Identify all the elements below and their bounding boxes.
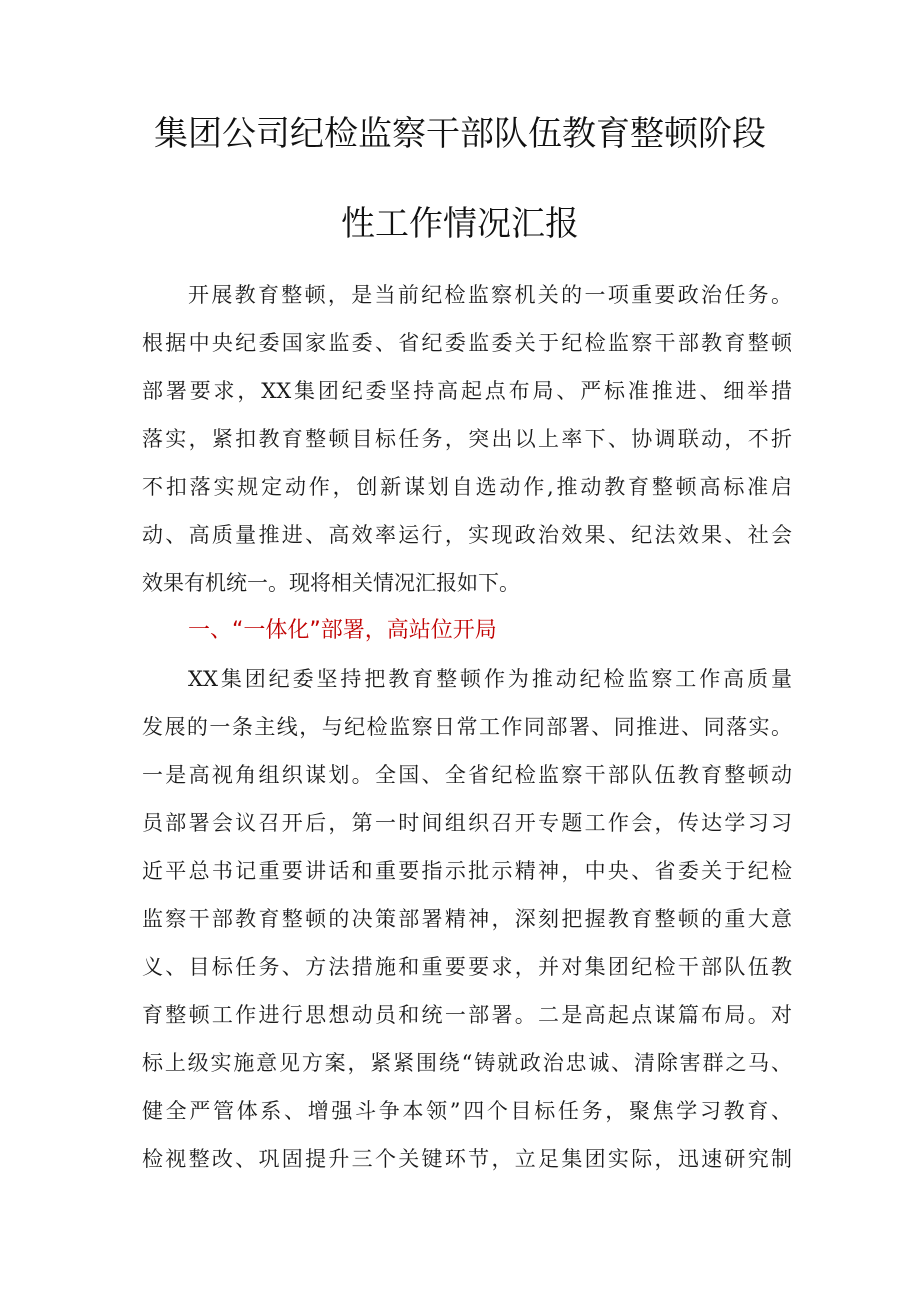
paragraph-2-line-9: 标上级实施意见方案，紧紧围绕“铸就政治忠诚、清除害群之马、 <box>142 1051 792 1075</box>
paragraph-2-line-8: 育整顿工作进行思想动员和统一部署。二是高起点谋篇布局。对 <box>142 1003 792 1027</box>
paragraph-1-line-2: 根据中央纪委国家监委、省纪委监委关于纪检监察干部教育整顿 <box>142 331 792 355</box>
paragraph-2-line-6: 监察干部教育整顿的决策部署精神，深刻把握教育整顿的重大意 <box>142 907 792 931</box>
paragraph-2-line-11: 检视整改、巩固提升三个关键环节，立足集团实际，迅速研究制 <box>142 1147 792 1171</box>
paragraph-1-line-7: 效果有机统一。现将相关情况汇报如下。 <box>142 571 520 595</box>
section-heading-1: 一、“一体化”部署，高站位开局 <box>188 618 497 643</box>
paragraph-2-line-2: 发展的一条主线，与纪检监察日常工作同部署、同推进、同落实。 <box>142 715 792 739</box>
paragraph-1-line-1: 开展教育整顿，是当前纪检监察机关的一项重要政治任务。 <box>188 283 792 307</box>
paragraph-1-line-5: 不扣落实规定动作，创新谋划自选动作,推动教育整顿高标准启 <box>142 475 792 499</box>
paragraph-2-line-10: 健全严管体系、增强斗争本领”四个目标任务，聚焦学习教育、 <box>142 1099 792 1123</box>
paragraph-1-line-4: 落实，紧扣教育整顿目标任务，突出以上率下、协调联动，不折 <box>142 427 792 451</box>
paragraph-2-line-1: XX集团纪委坚持把教育整顿作为推动纪检监察工作高质量 <box>188 667 792 691</box>
document-title-line-2: 性工作情况汇报 <box>341 204 579 244</box>
paragraph-2-line-5: 近平总书记重要讲话和重要指示批示精神，中央、省委关于纪检 <box>142 859 792 883</box>
paragraph-2-line-7: 义、目标任务、方法措施和重要要求，并对集团纪检干部队伍教 <box>142 955 792 979</box>
paragraph-1-line-6: 动、高质量推进、高效率运行，实现政治效果、纪法效果、社会 <box>142 523 792 547</box>
paragraph-2-line-3: 一是高视角组织谋划。全国、全省纪检监察干部队伍教育整顿动 <box>142 763 792 787</box>
paragraph-1-line-3: 部署要求，XX集团纪委坚持高起点布局、严标准推进、细举措 <box>142 379 792 403</box>
document-title-line-1: 集团公司纪检监察干部队伍教育整顿阶段 <box>154 114 766 154</box>
paragraph-2-line-4: 员部署会议召开后，第一时间组织召开专题工作会，传达学习习 <box>142 811 792 835</box>
